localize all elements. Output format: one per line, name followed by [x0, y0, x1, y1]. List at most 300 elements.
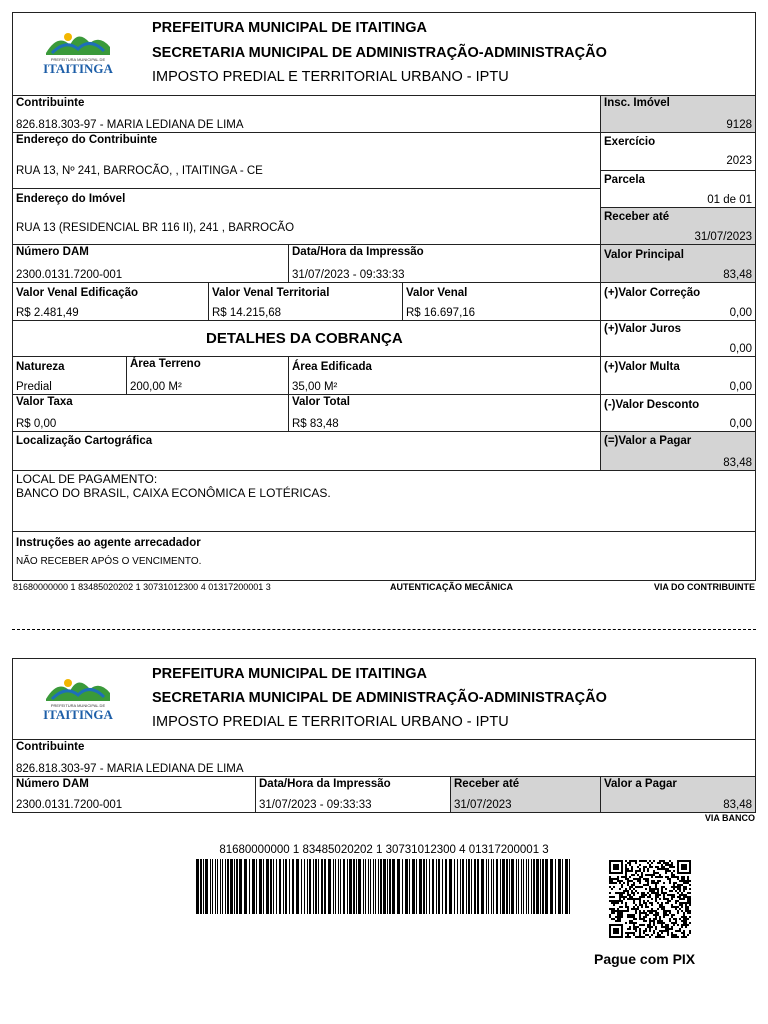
qr-module — [611, 910, 613, 912]
numero-dam-cell — [12, 244, 289, 283]
qr-module — [641, 860, 643, 862]
qr-module — [629, 864, 631, 866]
qr-module — [625, 904, 627, 906]
qr-module — [661, 890, 663, 892]
qr-module — [683, 890, 685, 892]
qr-module — [637, 936, 639, 938]
barcode-bar — [518, 859, 519, 914]
barcode-bar — [225, 859, 226, 914]
qr-module — [629, 886, 631, 888]
qr-module — [615, 900, 617, 902]
receber-ate-label: Receber até — [604, 211, 670, 223]
qr-module — [661, 892, 663, 894]
qr-module — [657, 920, 659, 922]
qr-module — [657, 934, 659, 936]
qr-module — [629, 916, 631, 918]
qr-module — [673, 866, 675, 868]
qr-module — [669, 920, 671, 922]
qr-module — [655, 866, 657, 868]
barcode-bar — [423, 859, 425, 914]
qr-module — [641, 936, 643, 938]
autenticacao-mecanica: AUTENTICAÇÃO MECÂNICA — [390, 582, 513, 592]
qr-module — [675, 900, 677, 902]
qr-module — [683, 924, 685, 926]
qr-module — [629, 914, 631, 916]
qr-module — [621, 902, 623, 904]
qr-module — [663, 860, 665, 862]
parcela-cell — [600, 170, 756, 208]
qr-module — [645, 874, 647, 876]
desconto-label: (-)Valor Desconto — [604, 399, 700, 411]
qr-module — [685, 894, 687, 896]
qr-module — [651, 876, 653, 878]
qr-module — [659, 868, 661, 870]
qr-module — [651, 904, 653, 906]
qr-module — [645, 866, 647, 868]
qr-module — [625, 936, 627, 938]
stub-contribuinte-value: 826.818.303-97 - MARIA LEDIANA DE LIMA — [16, 763, 244, 775]
qr-module — [611, 878, 613, 880]
qr-module — [623, 876, 625, 878]
qr-module — [619, 912, 621, 914]
barcode-bar — [347, 859, 348, 914]
qr-module — [679, 930, 681, 932]
qr-module — [673, 924, 675, 926]
qr-module — [657, 892, 659, 894]
via-banco: VIA BANCO — [704, 813, 755, 823]
qr-module — [669, 890, 671, 892]
qr-module — [635, 936, 637, 938]
qr-module — [661, 920, 663, 922]
qr-module — [617, 876, 619, 878]
qr-module — [651, 874, 653, 876]
qr-module — [613, 902, 615, 904]
qr-module — [633, 916, 635, 918]
insc-imovel-label: Insc. Imóvel — [604, 97, 670, 109]
stub-receber-ate-value: 31/07/2023 — [454, 799, 512, 811]
qr-module — [671, 864, 673, 866]
qr-module — [643, 910, 645, 912]
qr-module — [641, 904, 643, 906]
stub-numero-dam-label: Número DAM — [16, 778, 89, 790]
qr-module — [649, 874, 651, 876]
qr-module — [651, 890, 653, 892]
qr-module — [645, 878, 647, 880]
barcode-bar — [442, 859, 443, 914]
barcode-bar — [285, 859, 287, 914]
qr-module — [621, 906, 623, 908]
qr-module — [655, 916, 657, 918]
qr-module — [667, 930, 669, 932]
qr-module — [687, 896, 689, 898]
barcode-bar — [244, 859, 247, 914]
qr-module — [667, 902, 669, 904]
qr-module — [655, 886, 657, 888]
barcode-bar — [333, 859, 334, 914]
qr-module — [615, 910, 617, 912]
qr-module — [629, 936, 631, 938]
qr-module — [667, 894, 669, 896]
qr-module — [683, 918, 685, 920]
qr-module — [621, 884, 623, 886]
barcode-bar — [387, 859, 388, 914]
qr-module — [671, 886, 673, 888]
qr-module — [641, 906, 643, 908]
qr-module — [651, 920, 653, 922]
qr-module — [659, 936, 661, 938]
qr-module — [647, 914, 649, 916]
qr-module — [653, 892, 655, 894]
qr-module — [637, 878, 639, 880]
stub-logo-small-text: PREFEITURA MUNICIPAL DE — [50, 703, 106, 708]
qr-module — [643, 894, 645, 896]
qr-module — [661, 902, 663, 904]
qr-module — [689, 932, 691, 934]
qr-finder — [681, 864, 687, 870]
qr-module — [669, 870, 671, 872]
qr-module — [615, 902, 617, 904]
qr-module — [657, 880, 659, 882]
qr-module — [647, 934, 649, 936]
barcode-bar — [210, 859, 211, 914]
qr-module — [669, 880, 671, 882]
qr-module — [623, 896, 625, 898]
header-iptu: IMPOSTO PREDIAL E TERRITORIAL URBANO - IPTU — [152, 69, 509, 85]
qr-module — [667, 932, 669, 934]
barcode-bar — [521, 859, 522, 914]
qr-module — [689, 902, 691, 904]
barcode-bar — [249, 859, 250, 914]
barcode-bar — [296, 859, 299, 914]
a-pagar-value: 83,48 — [723, 457, 752, 469]
qr-module — [629, 860, 631, 862]
qr-module — [649, 888, 651, 890]
qr-module — [611, 908, 613, 910]
qr-module — [681, 916, 683, 918]
qr-module — [651, 908, 653, 910]
qr-module — [631, 870, 633, 872]
qr-module — [655, 872, 657, 874]
qr-module — [685, 936, 687, 938]
barcode-bar — [550, 859, 553, 914]
qr-module — [615, 920, 617, 922]
qr-module — [667, 878, 669, 880]
qr-module — [655, 898, 657, 900]
qr-module — [637, 898, 639, 900]
barcode-bar — [468, 859, 470, 914]
qr-module — [663, 922, 665, 924]
juros-label: (+)Valor Juros — [604, 323, 682, 335]
qr-module — [639, 918, 641, 920]
qr-module — [627, 870, 629, 872]
barcode-bar — [562, 859, 563, 914]
qr-module — [649, 902, 651, 904]
barcode-bar — [283, 859, 284, 914]
qr-module — [683, 930, 685, 932]
valor-total-cell — [288, 394, 601, 432]
qr-module — [677, 910, 679, 912]
endereco-contribuinte-value: RUA 13, Nº 241, BARROCÃO, , ITAITINGA - CE — [16, 165, 263, 177]
qr-module — [677, 936, 679, 938]
qr-module — [687, 902, 689, 904]
qr-module — [621, 892, 623, 894]
qr-module — [661, 886, 663, 888]
qr-module — [633, 878, 635, 880]
qr-module — [669, 894, 671, 896]
local-pagamento-title: LOCAL DE PAGAMENTO: — [16, 472, 158, 486]
a-pagar-cell — [600, 431, 756, 471]
qr-module — [651, 862, 653, 864]
qr-module — [671, 926, 673, 928]
barcode-bar — [263, 859, 264, 914]
qr-module — [621, 876, 623, 878]
qr-module — [611, 882, 613, 884]
barcode-bar — [309, 859, 311, 914]
qr-module — [631, 896, 633, 898]
barcode-bar — [402, 859, 403, 914]
qr-module — [683, 876, 685, 878]
qr-module — [679, 890, 681, 892]
qr-module — [683, 914, 685, 916]
qr-module — [631, 898, 633, 900]
venal-cell — [402, 282, 601, 321]
qr-module — [683, 896, 685, 898]
qr-module — [677, 878, 679, 880]
qr-module — [619, 882, 621, 884]
barcode-bar — [409, 859, 410, 914]
qr-module — [653, 924, 655, 926]
stub-numero-dam-cell — [12, 776, 256, 813]
barcode-bar — [449, 859, 452, 914]
qr-module — [659, 894, 661, 896]
qr-module — [621, 910, 623, 912]
qr-module — [633, 898, 635, 900]
qr-module — [689, 910, 691, 912]
qr-module — [685, 910, 687, 912]
parcela-label: Parcela — [604, 174, 645, 186]
qr-module — [635, 922, 637, 924]
barcode-bar — [203, 859, 204, 914]
qr-module — [613, 882, 615, 884]
qr-module — [677, 884, 679, 886]
qr-module — [673, 886, 675, 888]
qr-module — [645, 888, 647, 890]
correcao-value: 0,00 — [729, 307, 752, 319]
data-impressao-value: 31/07/2023 - 09:33:33 — [292, 269, 405, 281]
qr-module — [677, 906, 679, 908]
qr-module — [629, 898, 631, 900]
qr-module — [609, 886, 611, 888]
qr-module — [687, 880, 689, 882]
receber-ate-cell — [600, 207, 756, 245]
qr-module — [621, 916, 623, 918]
qr-module — [629, 894, 631, 896]
qr-module — [665, 912, 667, 914]
qr-module — [633, 874, 635, 876]
qr-module — [683, 878, 685, 880]
qr-module — [651, 910, 653, 912]
qr-module — [635, 890, 637, 892]
valor-taxa-cell — [12, 394, 289, 432]
local-pagamento-banks: BANCO DO BRASIL, CAIXA ECONÔMICA E LOTÉRICAS. — [16, 486, 331, 500]
qr-module — [683, 936, 685, 938]
qr-module — [617, 916, 619, 918]
barcode-bar — [488, 859, 489, 914]
qr-module — [611, 912, 613, 914]
qr-module — [637, 892, 639, 894]
qr-module — [659, 922, 661, 924]
qr-module — [617, 914, 619, 916]
qr-module — [687, 900, 689, 902]
qr-module — [655, 918, 657, 920]
qr-module — [635, 930, 637, 932]
qr-module — [673, 870, 675, 872]
qr-module — [641, 924, 643, 926]
qr-module — [631, 922, 633, 924]
valor-taxa-value: R$ 0,00 — [16, 418, 57, 430]
qr-module — [689, 898, 691, 900]
area-terreno-cell — [126, 356, 289, 395]
qr-module — [675, 934, 677, 936]
qr-module — [659, 860, 661, 862]
qr-module — [663, 894, 665, 896]
qr-module — [667, 876, 669, 878]
qr-module — [633, 922, 635, 924]
endereco-contribuinte-label: Endereço do Contribuinte — [16, 134, 158, 146]
barcode-bar — [356, 859, 357, 914]
qr-module — [621, 900, 623, 902]
qr-module — [683, 912, 685, 914]
qr-module — [683, 922, 685, 924]
qr-module — [643, 896, 645, 898]
qr-module — [665, 898, 667, 900]
qr-module — [653, 870, 655, 872]
qr-module — [635, 910, 637, 912]
qr-module — [649, 918, 651, 920]
qr-module — [671, 934, 673, 936]
barcode-bar — [389, 859, 391, 914]
qr-module — [643, 930, 645, 932]
qr-module — [649, 886, 651, 888]
barcode-bar — [239, 859, 242, 914]
qr-module — [657, 912, 659, 914]
qr-module — [667, 924, 669, 926]
qr-module — [619, 906, 621, 908]
qr-module — [675, 936, 677, 938]
barcode-bar — [363, 859, 364, 914]
qr-module — [611, 900, 613, 902]
qr-module — [673, 876, 675, 878]
endereco-contribuinte-cell — [12, 132, 601, 189]
barcode-bar — [315, 859, 317, 914]
qr-module — [671, 904, 673, 906]
qr-module — [635, 870, 637, 872]
qr-module — [617, 892, 619, 894]
qr-module — [651, 912, 653, 914]
barcode-bar — [454, 859, 455, 914]
qr-module — [685, 886, 687, 888]
barcode-bar — [259, 859, 262, 914]
qr-module — [645, 930, 647, 932]
qr-module — [647, 910, 649, 912]
qr-module — [657, 922, 659, 924]
qr-module — [671, 898, 673, 900]
qr-module — [665, 892, 667, 894]
qr-module — [613, 878, 615, 880]
qr-module — [629, 926, 631, 928]
qr-module — [663, 936, 665, 938]
qr-module — [675, 906, 677, 908]
barcode-bar — [506, 859, 508, 914]
qr-module — [643, 902, 645, 904]
stub-header-secretaria: SECRETARIA MUNICIPAL DE ADMINISTRAÇÃO-ADMINISTRAÇÃO — [152, 690, 607, 706]
qr-module — [633, 894, 635, 896]
barcode-bar — [335, 859, 336, 914]
qr-module — [633, 860, 635, 862]
qr-module — [615, 882, 617, 884]
qr-module — [685, 908, 687, 910]
venal-territorial-value: R$ 14.215,68 — [212, 307, 282, 319]
qr-module — [687, 912, 689, 914]
qr-module — [681, 884, 683, 886]
qr-module — [679, 902, 681, 904]
qr-module — [683, 916, 685, 918]
qr-module — [685, 904, 687, 906]
qr-module — [647, 874, 649, 876]
qr-module — [657, 890, 659, 892]
barcode-bar — [392, 859, 395, 914]
barcode-bar — [321, 859, 323, 914]
qr-module — [671, 932, 673, 934]
barcode-bar — [380, 859, 382, 914]
qr-module — [609, 878, 611, 880]
qr-module — [651, 934, 653, 936]
qr-module — [619, 898, 621, 900]
qr-module — [643, 916, 645, 918]
qr-module — [653, 882, 655, 884]
desconto-cell — [600, 394, 756, 432]
qr-module — [677, 892, 679, 894]
qr-module — [627, 880, 629, 882]
qr-module — [681, 932, 683, 934]
qr-module — [643, 878, 645, 880]
qr-module — [629, 880, 631, 882]
qr-module — [671, 872, 673, 874]
qr-module — [651, 926, 653, 928]
qr-module — [629, 928, 631, 930]
qr-module — [627, 936, 629, 938]
qr-module — [627, 868, 629, 870]
qr-module — [679, 896, 681, 898]
barcode-bar — [528, 859, 529, 914]
qr-module — [639, 934, 641, 936]
qr-module — [655, 912, 657, 914]
venal-label: Valor Venal — [406, 287, 468, 299]
qr-module — [643, 884, 645, 886]
qr-module — [641, 896, 643, 898]
qr-module — [635, 898, 637, 900]
qr-module — [661, 926, 663, 928]
endereco-imovel-cell — [12, 188, 601, 245]
qr-module — [639, 912, 641, 914]
qr-module — [629, 870, 631, 872]
stub-numero-dam-value: 2300.0131.7200-001 — [16, 799, 123, 811]
qr-module — [681, 920, 683, 922]
qr-module — [639, 900, 641, 902]
qr-module — [621, 880, 623, 882]
qr-module — [639, 904, 641, 906]
qr-module — [631, 860, 633, 862]
